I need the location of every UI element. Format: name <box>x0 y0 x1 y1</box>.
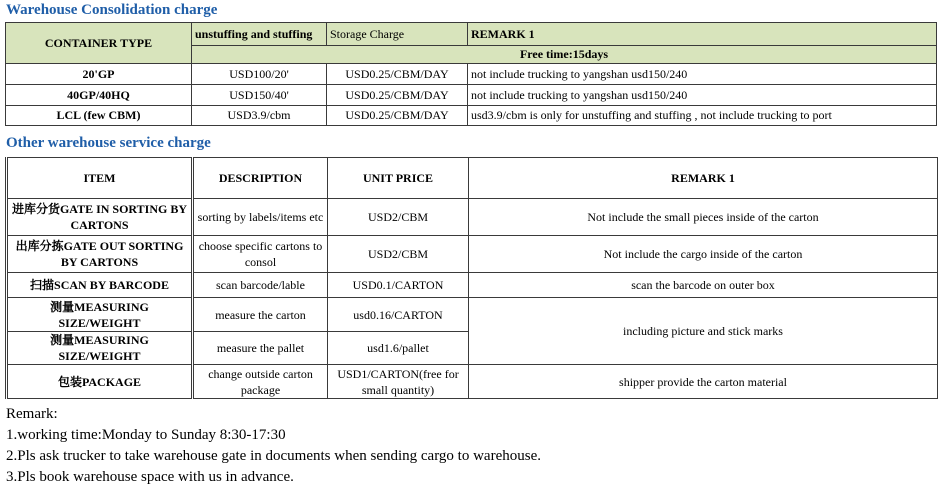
free-time: Free time:15days <box>192 46 937 64</box>
container-type-cell: 40GP/40HQ <box>6 85 192 106</box>
remark-cell: shipper provide the carton material <box>469 365 938 399</box>
price-cell: USD2/CBM <box>328 236 469 273</box>
item-cell: 扫描SCAN BY BARCODE <box>7 273 193 298</box>
header-description: DESCRIPTION <box>193 158 328 199</box>
remark-line: 3.Pls book warehouse space with us in advance. <box>6 469 294 485</box>
header-container-type: CONTAINER TYPE <box>6 23 192 64</box>
storage-cell: USD0.25/CBM/DAY <box>327 106 468 126</box>
remark-cell: Not include the cargo inside of the carton <box>469 236 938 273</box>
section1-title: Warehouse Consolidation charge <box>6 2 218 18</box>
consolidation-charge-table <box>5 22 937 126</box>
header-remark: REMARK 1 <box>469 158 938 199</box>
item-cell: 包装PACKAGE <box>7 365 193 399</box>
description-cell: change outside carton package <box>193 365 328 399</box>
table-row <box>6 85 937 106</box>
unstuffing-cell: USD100/20' <box>192 64 327 85</box>
unstuffing-cell: USD3.9/cbm <box>192 106 327 126</box>
header-row <box>6 23 937 46</box>
remark-cell: Not include the small pieces inside of the carton <box>469 199 938 236</box>
remark-cell: including picture and stick marks <box>469 298 938 365</box>
remark-cell: not include trucking to yangshan usd150/240 <box>468 85 937 106</box>
header-unit-price: UNIT PRICE <box>328 158 469 199</box>
table-row <box>7 273 938 298</box>
remark-line: 2.Pls ask trucker to take warehouse gate in documents when sending cargo to warehouse. <box>6 448 541 464</box>
price-cell: USD0.1/CARTON <box>328 273 469 298</box>
header-remark: REMARK 1 <box>468 23 937 46</box>
price-cell: usd1.6/pallet <box>328 332 469 365</box>
table-row <box>7 199 938 236</box>
section2-title: Other warehouse service charge <box>6 135 211 151</box>
price-cell: USD1/CARTON(free for small quantity) <box>328 365 469 399</box>
description-cell: measure the pallet <box>193 332 328 365</box>
item-cell: 测量MEASURING SIZE/WEIGHT <box>7 332 193 365</box>
table-row <box>7 236 938 273</box>
item-cell: 进库分货GATE IN SORTING BY CARTONS <box>7 199 193 236</box>
price-cell: USD2/CBM <box>328 199 469 236</box>
item-cell: 出库分拣GATE OUT SORTING BY CARTONS <box>7 236 193 273</box>
description-cell: sorting by labels/items etc <box>193 199 328 236</box>
remark-cell: scan the barcode on outer box <box>469 273 938 298</box>
table-row <box>6 106 937 126</box>
table-row <box>7 298 938 332</box>
table-row <box>7 365 938 399</box>
remark-cell: usd3.9/cbm is only for unstuffing and stuffing , not include trucking to port <box>468 106 937 126</box>
description-cell: measure the carton <box>193 298 328 332</box>
item-cell: 测量MEASURING SIZE/WEIGHT <box>7 298 193 332</box>
unstuffing-cell: USD150/40' <box>192 85 327 106</box>
remark-line: 1.working time:Monday to Sunday 8:30-17:30 <box>6 427 286 443</box>
description-cell: choose specific cartons to consol <box>193 236 328 273</box>
service-charge-table <box>5 157 938 399</box>
storage-cell: USD0.25/CBM/DAY <box>327 85 468 106</box>
remarks-block <box>6 404 541 488</box>
container-type-cell: LCL (few CBM) <box>6 106 192 126</box>
remark-cell: not include trucking to yangshan usd150/240 <box>468 64 937 85</box>
storage-cell: USD0.25/CBM/DAY <box>327 64 468 85</box>
description-cell: scan barcode/lable <box>193 273 328 298</box>
header-row <box>7 158 938 199</box>
header-item: ITEM <box>7 158 193 199</box>
table-row <box>6 64 937 85</box>
price-cell: usd0.16/CARTON <box>328 298 469 332</box>
header-unstuffing: unstuffing and stuffing <box>192 23 327 46</box>
remarks-title: Remark: <box>6 406 58 422</box>
container-type-cell: 20'GP <box>6 64 192 85</box>
header-storage: Storage Charge <box>327 23 468 46</box>
